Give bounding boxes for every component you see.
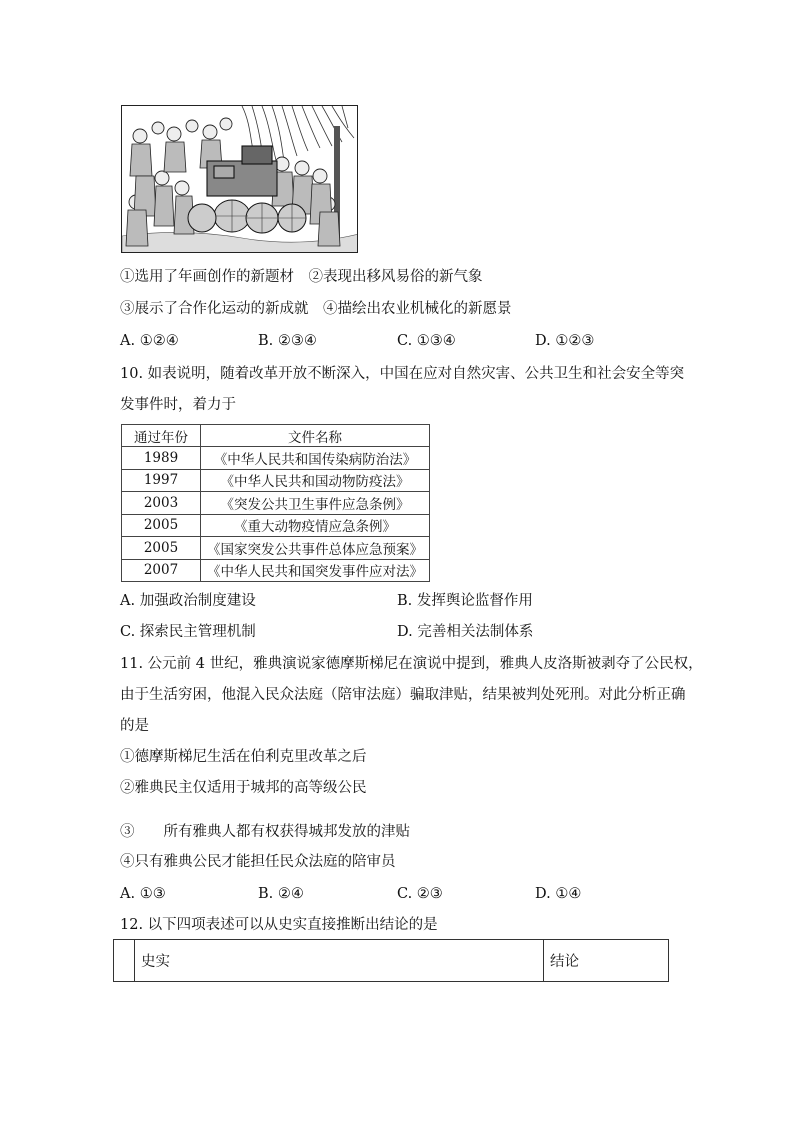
q9-option-d[interactable]: D. ①②③: [535, 333, 595, 349]
row-document: 《中华人民共和国传染病防治法》: [201, 447, 430, 470]
q9-option-c[interactable]: C. ①③④: [397, 333, 456, 349]
q11-option-a[interactable]: A. ①③: [120, 886, 166, 902]
q9-option-a[interactable]: A. ①②④: [120, 333, 179, 349]
table-row: [122, 559, 430, 582]
blank-cell: [114, 940, 135, 982]
q11-option-b[interactable]: B. ②④: [258, 886, 304, 902]
q10-laws-table: [121, 424, 430, 582]
table-header-row: [114, 940, 669, 982]
q10-stem-line-2: 发事件时，着力于: [120, 397, 236, 413]
row-document: 《中华人民共和国动物防疫法》: [201, 469, 430, 492]
q11-option-c[interactable]: C. ②③: [397, 886, 443, 902]
q11-stem-line-2: 由于生活穷困，他混入民众法庭（陪审法庭）骗取津贴，结果被判处死刑。对此分析正确: [120, 687, 686, 703]
q10-option-b[interactable]: B. 发挥舆论监督作用: [397, 593, 533, 609]
header-conclusion: 结论: [544, 940, 669, 982]
q10-option-d[interactable]: D. 完善相关法制体系: [397, 624, 534, 640]
q11-statement-1: ①德摩斯梯尼生活在伯利克里改革之后: [120, 749, 367, 765]
table-row: [122, 537, 430, 560]
q9-statement-line-1: ①选用了年画创作的新题材 ②表现出移风易俗的新气象: [120, 269, 483, 285]
table-header-row: [122, 425, 430, 447]
q11-option-d[interactable]: D. ①④: [535, 886, 582, 902]
row-year: 1989: [122, 447, 201, 470]
row-year: 2005: [122, 537, 201, 560]
q12-stem: 12. 以下四项表述可以从史实直接推断出结论的是: [120, 917, 438, 933]
row-document: 《中华人民共和国突发事件应对法》: [201, 559, 430, 582]
header-facts: 史实: [135, 940, 544, 982]
row-year: 2007: [122, 559, 201, 582]
header-document-name: 文件名称: [201, 425, 430, 447]
q12-table: [113, 939, 669, 982]
header-year: 通过年份: [122, 425, 201, 447]
table-row: [122, 514, 430, 537]
q10-option-a[interactable]: A. 加强政治制度建设: [120, 593, 256, 609]
row-year: 1997: [122, 469, 201, 492]
row-document: 《突发公共卫生事件应急条例》: [201, 492, 430, 515]
row-year: 2003: [122, 492, 201, 515]
table-row: [122, 447, 430, 470]
q11-stem-line-1: 11. 公元前 4 世纪，雅典演说家德摩斯梯尼在演说中提到，雅典人皮洛斯被剥夺了公民权，: [120, 656, 703, 672]
q11-statement-3: ③ 所有雅典人都有权获得城邦发放的津贴: [120, 824, 410, 840]
q11-statement-2: ②雅典民主仅适用于城邦的高等级公民: [120, 780, 367, 796]
q10-stem-line-1: 10. 如表说明，随着改革开放不断深入，中国在应对自然灾害、公共卫生和社会安全等突: [120, 366, 685, 382]
row-year: 2005: [122, 514, 201, 537]
q9-statement-line-2: ③展示了合作化运动的新成就 ④描绘出农业机械化的新愿景: [120, 301, 512, 317]
table-row: [122, 469, 430, 492]
row-document: 《国家突发公共事件总体应急预案》: [201, 537, 430, 560]
q11-statement-4: ④只有雅典公民才能担任民众法庭的陪审员: [120, 854, 396, 870]
q9-option-b[interactable]: B. ②③④: [258, 333, 317, 349]
farm-machinery-illustration: [121, 105, 358, 253]
row-document: 《重大动物疫情应急条例》: [201, 514, 430, 537]
q10-option-c[interactable]: C. 探索民主管理机制: [120, 624, 256, 640]
q11-stem-line-3: 的是: [120, 718, 149, 734]
table-row: [122, 492, 430, 515]
